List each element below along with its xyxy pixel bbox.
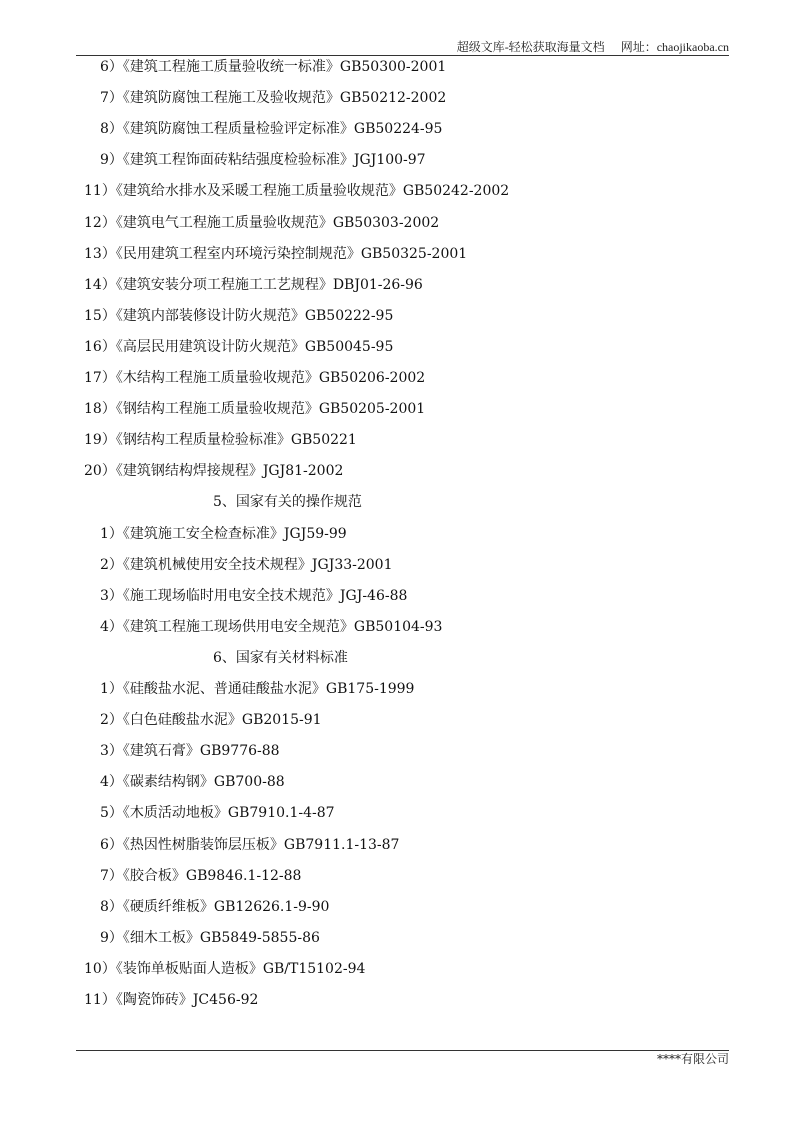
standard-list-item: 8）《建筑防腐蚀工程质量检验评定标准》GB50224-95 <box>100 121 443 138</box>
standard-list-item: 2）《建筑机械使用安全技术规程》JGJ33-2001 <box>100 556 393 573</box>
standard-list-item: 4）《建筑工程施工现场供用电安全规范》GB50104-93 <box>100 618 443 635</box>
standard-list-item: 9）《细木工板》GB5849-5855-86 <box>100 929 320 946</box>
standard-list-item: 19）《钢结构工程质量检验标准》GB50221 <box>84 432 357 449</box>
section-heading: 6、国家有关材料标准 <box>213 649 348 666</box>
header-url: 网址：chaojikaoba.cn <box>620 40 729 54</box>
standard-list-item: 7）《建筑防腐蚀工程施工及验收规范》GB50212-2002 <box>100 90 447 107</box>
header-site-name: 超级文库-轻松获取海量文档 <box>456 40 605 54</box>
page-footer <box>657 1050 729 1067</box>
standard-list-item: 15）《建筑内部装修设计防火规范》GB50222-95 <box>84 307 394 324</box>
standard-list-item: 16）《高层民用建筑设计防火规范》GB50045-95 <box>84 338 394 355</box>
page-header <box>457 38 729 55</box>
standard-list-item: 20）《建筑钢结构焊接规程》JGJ81-2002 <box>84 463 344 480</box>
standard-list-item: 7）《胶合板》GB9846.1-12-88 <box>100 867 302 884</box>
standard-list-item: 5）《木质活动地板》GB7910.1-4-87 <box>100 805 335 822</box>
standard-list-item: 12）《建筑电气工程施工质量验收规范》GB50303-2002 <box>84 214 440 231</box>
standard-list-item: 3）《建筑石膏》GB9776-88 <box>100 743 280 760</box>
standard-list-item: 9）《建筑工程饰面砖粘结强度检验标准》JGJ100-97 <box>100 152 426 169</box>
standard-list-item: 17）《木结构工程施工质量验收规范》GB50206-2002 <box>84 370 426 386</box>
standard-list-item: 11）《建筑给水排水及采暖工程施工质量验收规范》GB50242-2002 <box>84 183 510 200</box>
standard-list-item: 13）《民用建筑工程室内环境污染控制规范》GB50325-2001 <box>84 245 468 262</box>
standard-list-item: 11）《陶瓷饰砖》JC456-92 <box>84 992 259 1008</box>
standard-list-item: 4）《碳素结构钢》GB700-88 <box>100 774 285 791</box>
standard-list-item: 2）《白色硅酸盐水泥》GB2015-91 <box>100 712 322 729</box>
standard-list-item: 10）《装饰单板贴面人造板》GB/T15102-94 <box>84 960 366 977</box>
standard-list-item: 3）《施工现场临时用电安全技术规范》JGJ-46-88 <box>100 587 408 604</box>
standard-list-item: 6）《建筑工程施工质量验收统一标准》GB50300-2001 <box>100 59 447 75</box>
standard-list-item: 18）《钢结构工程施工质量验收规范》GB50205-2001 <box>84 401 426 418</box>
footer-company: ****有限公司 <box>656 1052 729 1066</box>
standard-list-item: 8）《硬质纤维板》GB12626.1-9-90 <box>100 898 330 915</box>
section-heading: 5、国家有关的操作规范 <box>213 494 362 511</box>
footer-divider <box>76 1050 729 1051</box>
standard-list-item: 1）《硅酸盐水泥、普通硅酸盐水泥》GB175-1999 <box>100 681 415 697</box>
standard-list-item: 14）《建筑安装分项工程施工工艺规程》DBJ01-26-96 <box>84 276 423 293</box>
standard-list-item: 6）《热因性树脂装饰层压板》GB7911.1-13-87 <box>100 836 400 853</box>
standard-list-item: 1）《建筑施工安全检查标准》JGJ59-99 <box>100 525 347 542</box>
